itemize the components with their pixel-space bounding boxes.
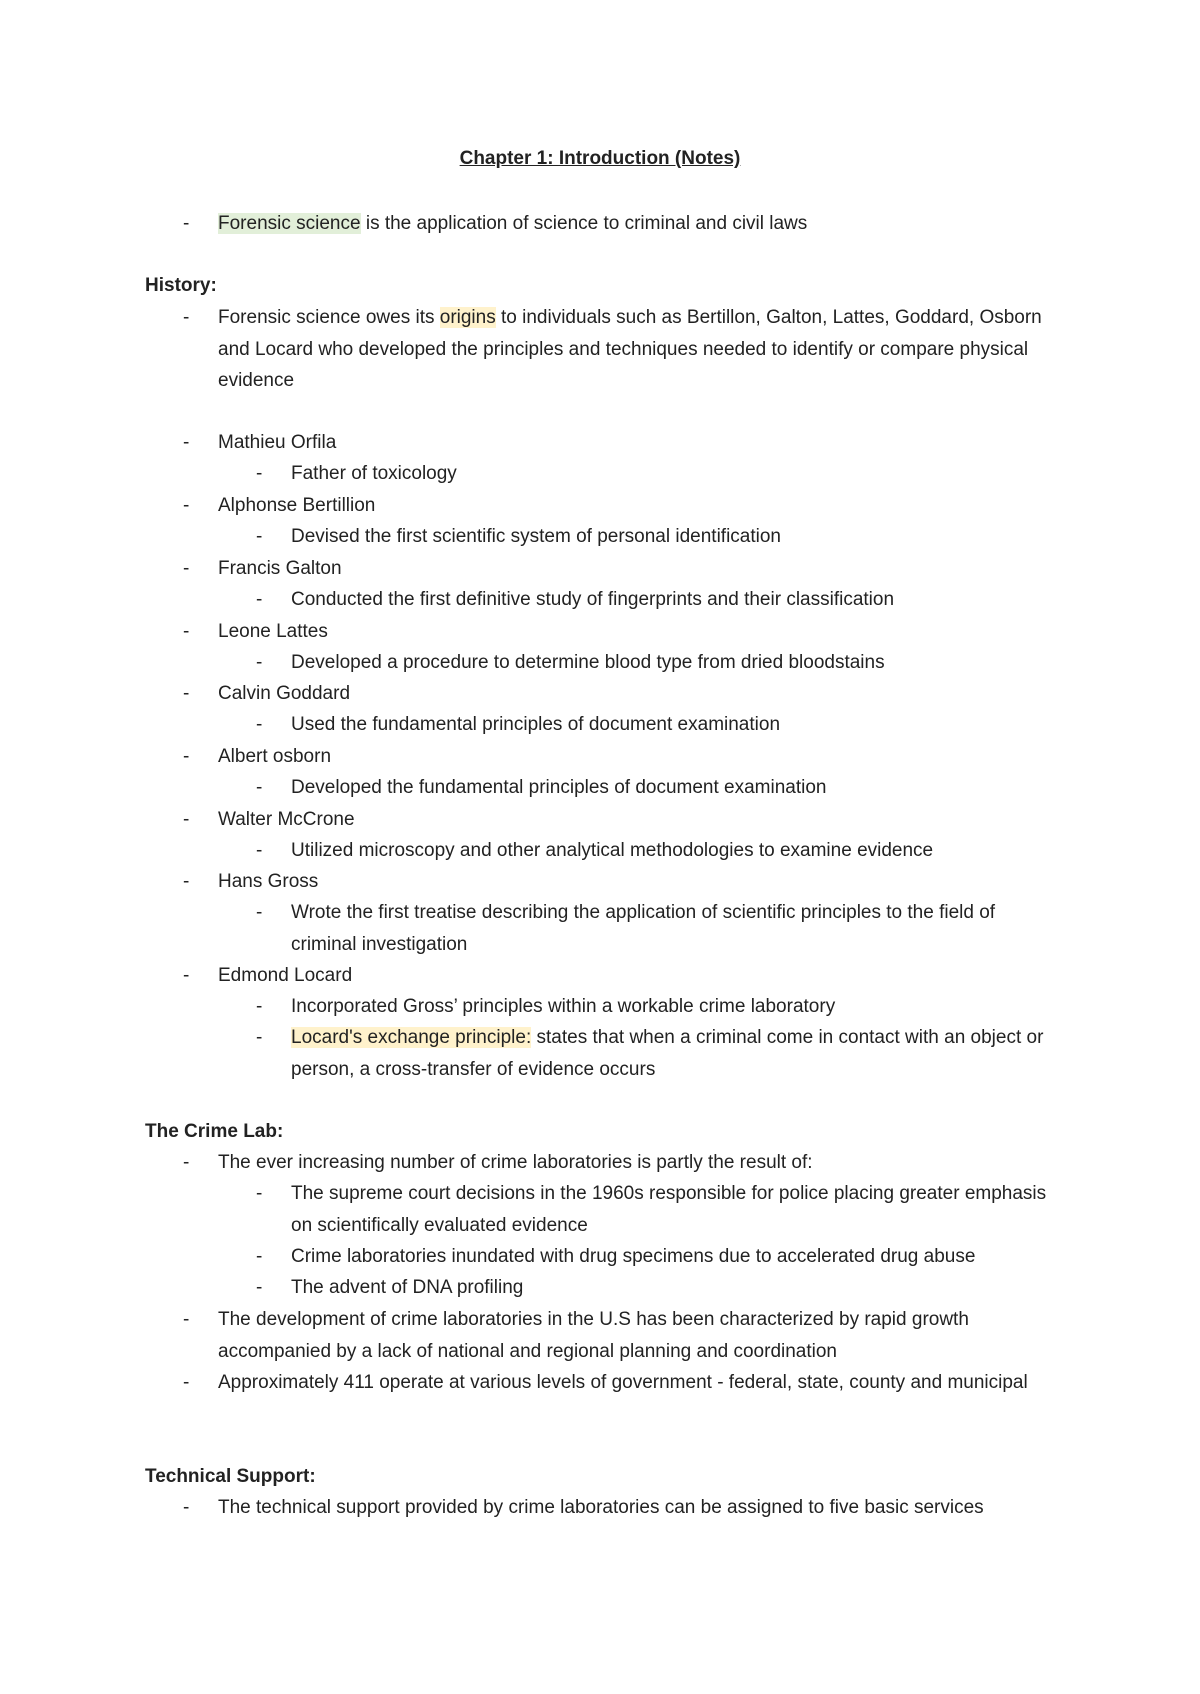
list-item: - The technical support provided by crime laboratories can be assigned to five basic services	[183, 1497, 984, 1518]
list-subitem-locard-principle: - Locard's exchange principle: states that when a criminal come in contact with an object or person, a cross-transfer of evidence occurs	[256, 1027, 1044, 1080]
list-item-person: - Hans Gross	[183, 871, 319, 892]
list-item-person: - Edmond Locard	[183, 965, 353, 986]
bullet-dash: -	[183, 213, 190, 234]
list-item-person: - Calvin Goddard	[183, 683, 351, 704]
list-subitem: - Developed the fundamental principles of document examination	[256, 777, 827, 798]
highlight-forensic-science: Forensic science	[218, 213, 361, 234]
list-subitem: - Utilized microscopy and other analytical methodologies to examine evidence	[256, 840, 934, 861]
highlight-origins: origins	[439, 307, 496, 328]
list-subitem: - Devised the first scientific system of personal identification	[256, 526, 781, 547]
list-item-person: - Francis Galton	[183, 558, 342, 579]
list-subitem: - Father of toxicology	[256, 463, 457, 484]
section-heading-history: History:	[145, 275, 217, 296]
list-item-person: - Walter McCrone	[183, 809, 355, 830]
list-subitem: - Wrote the first treatise describing the application of scientific principles to the field of criminal investigation	[256, 902, 996, 955]
list-item-intro: - Forensic science is the application of science to criminal and civil laws	[183, 208, 1053, 240]
list-subitem: - The advent of DNA profiling	[256, 1277, 524, 1298]
list-subitem: - Crime laboratories inundated with drug specimens due to accelerated drug abuse	[256, 1246, 976, 1267]
highlight-locard-principle: Locard's exchange principle:	[291, 1027, 532, 1048]
section-heading-crime-lab: The Crime Lab:	[145, 1121, 284, 1142]
list-item-origins: - Forensic science owes its origins to individuals such as Bertillon, Galton, Lattes, Goddard, Osborn and Locard who developed the principles and techniques needed to identify or compare physical evidence	[183, 307, 1042, 391]
list-subitem: - Used the fundamental principles of document examination	[256, 714, 781, 735]
list-subitem: - Incorporated Gross’ principles within a workable crime laboratory	[256, 996, 836, 1017]
list-subitem: - Developed a procedure to determine blood type from dried bloodstains	[256, 652, 885, 673]
list-item-person: - Mathieu Orfila	[183, 432, 337, 453]
list-item-person: - Leone Lattes	[183, 621, 328, 642]
list-subitem: - The supreme court decisions in the 1960s responsible for police placing greater emphasis on scientifically evaluated evidence	[256, 1183, 1047, 1236]
section-heading-technical-support: Technical Support:	[145, 1466, 316, 1487]
list-item: - Approximately 411 operate at various levels of government - federal, state, county and municipal	[183, 1372, 1028, 1393]
list-item: - The ever increasing number of crime laboratories is partly the result of:	[183, 1152, 813, 1173]
list-item-person: - Alphonse Bertillion	[183, 495, 376, 516]
list-item-person: - Albert osborn	[183, 746, 332, 767]
list-subitem: - Conducted the first definitive study of fingerprints and their classification	[256, 589, 895, 610]
list-item: - The development of crime laboratories in the U.S has been characterized by rapid growth accompanied by a lack of national and regional planning and coordination	[183, 1309, 969, 1362]
page-title: Chapter 1: Introduction (Notes)	[459, 148, 741, 169]
